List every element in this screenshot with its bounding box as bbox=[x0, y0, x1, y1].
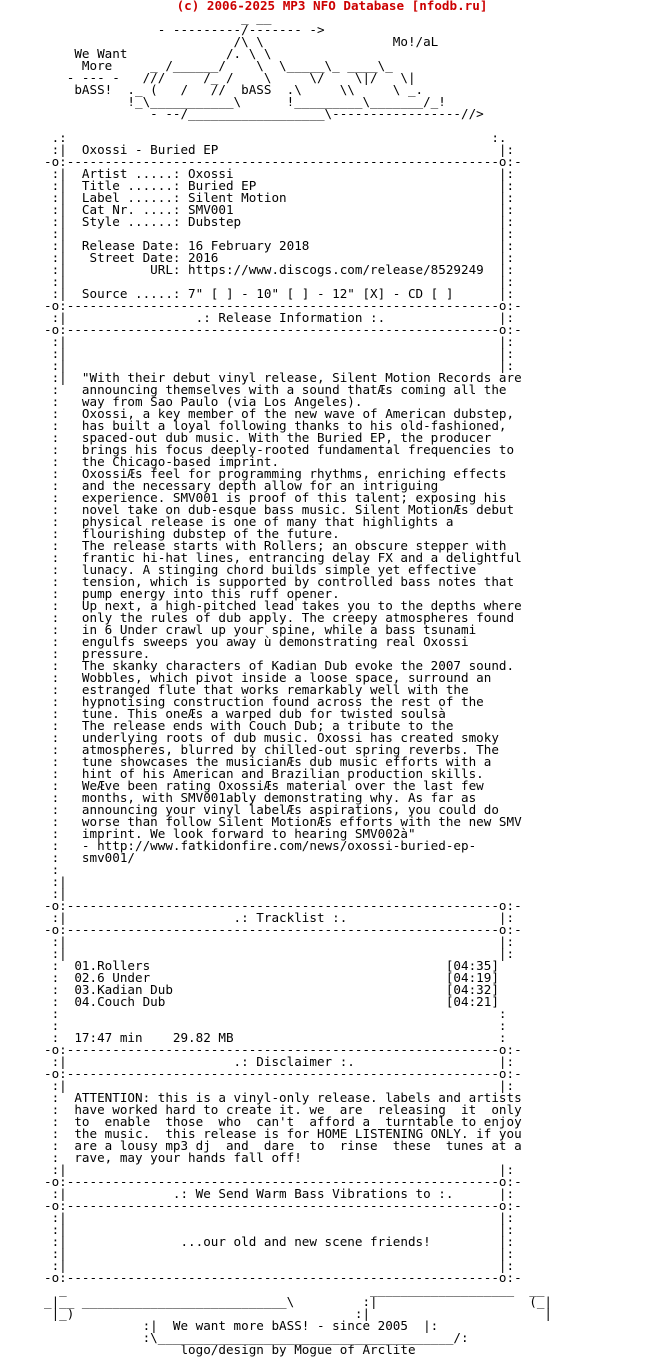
nfo-line: - --/__________________\-----------------//> bbox=[44, 106, 484, 121]
nfo-line: -o:---------------------------------------------------------o:- bbox=[44, 1198, 522, 1213]
nfo-line: :| .: Release Information :. |: bbox=[44, 310, 515, 325]
nfo-line: : pressure. bbox=[44, 646, 151, 661]
nfo-line: -o:---------------------------------------------------------o:- bbox=[44, 1270, 522, 1285]
nfo-line: : are a lousy mp3 dj and dare to rinse these tunes at a bbox=[44, 1138, 522, 1153]
nfo-line: : 17:47 min 29.82 MB : bbox=[44, 1030, 507, 1045]
nfo-line: :| |: bbox=[44, 334, 515, 349]
nfo-line: -o:---------------------------------------------------------o:- bbox=[44, 922, 522, 937]
nfo-text-block bbox=[44, 12, 552, 1356]
nfo-line: /\ \ Mo!/aL bbox=[44, 34, 439, 49]
nfo-line: : novel take on dub-esque bass music. Silent MotionÆs debut bbox=[44, 502, 515, 517]
nfo-line: : The release starts with Rollers; an obscure stepper with bbox=[44, 538, 507, 553]
nfo-line: :| Source .....: 7" [ ] - 10" [ ] - 12" [X] - CD [ ] |: bbox=[44, 286, 515, 301]
nfo-line: .: :. bbox=[44, 130, 507, 145]
nfo-line: : WeÆve been rating OxossiÆs material over the last few bbox=[44, 778, 484, 793]
nfo-line: -o:---------------------------------------------------------o:- bbox=[44, 154, 522, 169]
nfo-line: -o:---------------------------------------------------------o:- bbox=[44, 1066, 522, 1081]
nfo-line: :| |: bbox=[44, 1162, 515, 1177]
nfo-line: : spaced-out dub music. With the Buried EP, the producer bbox=[44, 430, 492, 445]
nfo-line: : 04.Couch Dub [04:21] bbox=[44, 994, 499, 1009]
nfo-line: : physical release is one of many that highlights a bbox=[44, 514, 454, 529]
nfo-line: : way from Sao Paulo (via Los Angeles). bbox=[44, 394, 363, 409]
nfo-line: : rave, may your hands fall off! bbox=[44, 1150, 302, 1165]
nfo-line: : engulfs sweeps you away ù demonstrating real Oxossi bbox=[44, 634, 469, 649]
nfo-line: : pump energy into this ruff opener. bbox=[44, 586, 340, 601]
nfo-line: _|__ ___________________________\ :| (_| bbox=[44, 1294, 552, 1309]
nfo-line: : tune showcases the musicianÆs dub music efforts with a bbox=[44, 754, 492, 769]
nfo-line: :| |: bbox=[44, 1246, 515, 1261]
nfo-line: : : bbox=[44, 1006, 507, 1021]
nfo-line: -o:---------------------------------------------------------o:- bbox=[44, 898, 522, 913]
nfo-line: : : bbox=[44, 1018, 507, 1033]
nfo-line: -o:---------------------------------------------------------o:- bbox=[44, 1174, 522, 1189]
nfo-line: : Up next, a high-pitched lead takes you to the depths where bbox=[44, 598, 522, 613]
nfo-line: : The skanky characters of Kadian Dub evoke the 2007 sound. bbox=[44, 658, 515, 673]
nfo-line: - --- - /// /_ / \ \/ \|/ \| bbox=[44, 70, 416, 85]
nfo-line: :| |: bbox=[44, 1210, 515, 1225]
nfo-line: :| |: bbox=[44, 346, 515, 361]
site-header-title[interactable]: (c) 2006-2025 MP3 NFO Database [nfodb.ru] bbox=[176, 0, 488, 13]
nfo-line: : 02.6 Under [04:19] bbox=[44, 970, 499, 985]
nfo-line: |_) :| | bbox=[44, 1306, 552, 1321]
nfo-line: : underlying roots of dub music. Oxossi has created smoky bbox=[44, 730, 499, 745]
nfo-line: _ ___________________ __ bbox=[44, 1282, 545, 1297]
nfo-line: - ---------/------- -> bbox=[44, 22, 325, 37]
nfo-line: : to enable those who can't afford a turntable to enjoy bbox=[44, 1114, 522, 1129]
nfo-line: : months, with SMV001ably demonstrating why. As far as bbox=[44, 790, 477, 805]
nfo-line: : ATTENTION: this is a vinyl-only release. labels and artists bbox=[44, 1090, 522, 1105]
nfo-line: : lunacy. A stinging chord builds simple yet effective bbox=[44, 562, 477, 577]
nfo-line: : the Chicago-based imprint. bbox=[44, 454, 280, 469]
nfo-line: : atmospheres, blurred by chilled-out spring reverbs. The bbox=[44, 742, 499, 757]
nfo-line: : 03.Kadian Dub [04:32] bbox=[44, 982, 499, 997]
nfo-line: :| "With their debut vinyl release, Silent Motion Records are bbox=[44, 370, 522, 385]
nfo-line: : announcing themselves with a sound thatÆs coming all the bbox=[44, 382, 507, 397]
nfo-line: :| .: Tracklist :. |: bbox=[44, 910, 515, 925]
nfo-line: : announcing your vinyl labelÆs aspirations, you could do bbox=[44, 802, 499, 817]
nfo-line: :| |: bbox=[44, 1258, 515, 1273]
nfo-line: :| bbox=[44, 874, 67, 889]
nfo-line: :| .: We Send Warm Bass Vibrations to :. |: bbox=[44, 1186, 515, 1201]
nfo-line: : Oxossi, a key member of the new wave of American dubstep, bbox=[44, 406, 515, 421]
nfo-line: : tune. This oneÆs a warped dub for twisted soulsà bbox=[44, 706, 446, 721]
nfo-line: : worse than follow Silent MotionÆs efforts with the new SMV bbox=[44, 814, 522, 829]
nfo-line: :| |: bbox=[44, 1222, 515, 1237]
nfo-line: _ __ bbox=[44, 10, 272, 25]
nfo-line: :\_______________________________________/: bbox=[44, 1330, 469, 1345]
nfo-line: More _ /______/ \ \_____\_ ____\_ bbox=[44, 58, 393, 73]
nfo-line: : have worked hard to create it. we are releasing it only bbox=[44, 1102, 522, 1117]
nfo-line: : brings his focus deeply-rooted fundamental frequencies to bbox=[44, 442, 515, 457]
nfo-line: : only the rules of dub apply. The creepy atmospheres found bbox=[44, 610, 515, 625]
nfo-line: :| Style ......: Dubstep |: bbox=[44, 214, 515, 229]
nfo-line: :| |: bbox=[44, 358, 515, 373]
nfo-line: : has built a loyal following thanks to his old-fashioned, bbox=[44, 418, 507, 433]
nfo-line: :| |: bbox=[44, 946, 515, 961]
nfo-line: : flourishing dubstep of the future. bbox=[44, 526, 340, 541]
nfo-line: : in 6 Under crawl up your spine, while a bass tsunami bbox=[44, 622, 477, 637]
nfo-line: : smv001/ bbox=[44, 850, 135, 865]
nfo-line: !_\___________\ !_________\_______/_! bbox=[44, 94, 446, 109]
nfo-line: :| |: bbox=[44, 226, 515, 241]
nfo-line: : 01.Rollers [04:35] bbox=[44, 958, 499, 973]
nfo-line: : imprint. We look forward to hearing SMV002à" bbox=[44, 826, 416, 841]
nfo-line: :| |: bbox=[44, 1078, 515, 1093]
nfo-line: :| |: bbox=[44, 934, 515, 949]
nfo-line: : and the necessary depth allow for an intriguing bbox=[44, 478, 439, 493]
nfo-line: We Want /. \ \ bbox=[44, 46, 272, 61]
nfo-line: :| Label ......: Silent Motion |: bbox=[44, 190, 515, 205]
nfo-line: : Wobbles, which pivot inside a loose space, surround an bbox=[44, 670, 492, 685]
nfo-line: :| Release Date: 16 February 2018 |: bbox=[44, 238, 515, 253]
nfo-line: :| Title ......: Buried EP |: bbox=[44, 178, 515, 193]
nfo-line: : OxossiÆs feel for programming rhythms, enriching effects bbox=[44, 466, 507, 481]
nfo-line: bASS! ._ ( / // bASS .\ \\ \ _. bbox=[44, 82, 424, 97]
nfo-line: : tension, which is supported by controlled bass notes that bbox=[44, 574, 515, 589]
nfo-line: :| We want more bASS! - since 2005 |: bbox=[44, 1318, 439, 1333]
nfo-line: -o:---------------------------------------------------------o:- bbox=[44, 1042, 522, 1057]
nfo-line: :| Cat Nr. ....: SMV001 |: bbox=[44, 202, 515, 217]
nfo-line: : - http://www.fatkidonfire.com/news/oxossi-buried-ep- bbox=[44, 838, 477, 853]
nfo-line: :| Street Date: 2016 |: bbox=[44, 250, 515, 265]
nfo-line: -o:---------------------------------------------------------o:- bbox=[44, 298, 522, 313]
nfo-line: :| bbox=[44, 886, 67, 901]
nfo-line: :| URL: https://www.discogs.com/release/8529249 |: bbox=[44, 262, 515, 277]
nfo-line: : the music. this release is for HOME LISTENING ONLY. if you bbox=[44, 1126, 522, 1141]
nfo-line: : hypnotising construction found across the rest of the bbox=[44, 694, 484, 709]
nfo-line: : experience. SMV001 is proof of this talent; exposing his bbox=[44, 490, 507, 505]
nfo-line: : The release ends with Couch Dub; a tribute to the bbox=[44, 718, 454, 733]
nfo-line: logo/design by Mogue of Arclite bbox=[44, 1342, 416, 1357]
nfo-line: :| .: Disclaimer :. |: bbox=[44, 1054, 515, 1069]
nfo-line: : estranged flute that works remarkably well with the bbox=[44, 682, 469, 697]
nfo-line: : bbox=[44, 862, 60, 877]
nfo-line: :| Oxossi - Buried EP |: bbox=[44, 142, 515, 157]
nfo-line: : hint of his American and Brazilian production skills. bbox=[44, 766, 484, 781]
nfo-line: -o:---------------------------------------------------------o:- bbox=[44, 322, 522, 337]
nfo-line: :| |: bbox=[44, 274, 515, 289]
nfo-line: : frantic hi-hat lines, entrancing delay FX and a delightful bbox=[44, 550, 522, 565]
nfo-line: :| ...our old and new scene friends! |: bbox=[44, 1234, 515, 1249]
nfo-line: :| Artist .....: Oxossi |: bbox=[44, 166, 515, 181]
